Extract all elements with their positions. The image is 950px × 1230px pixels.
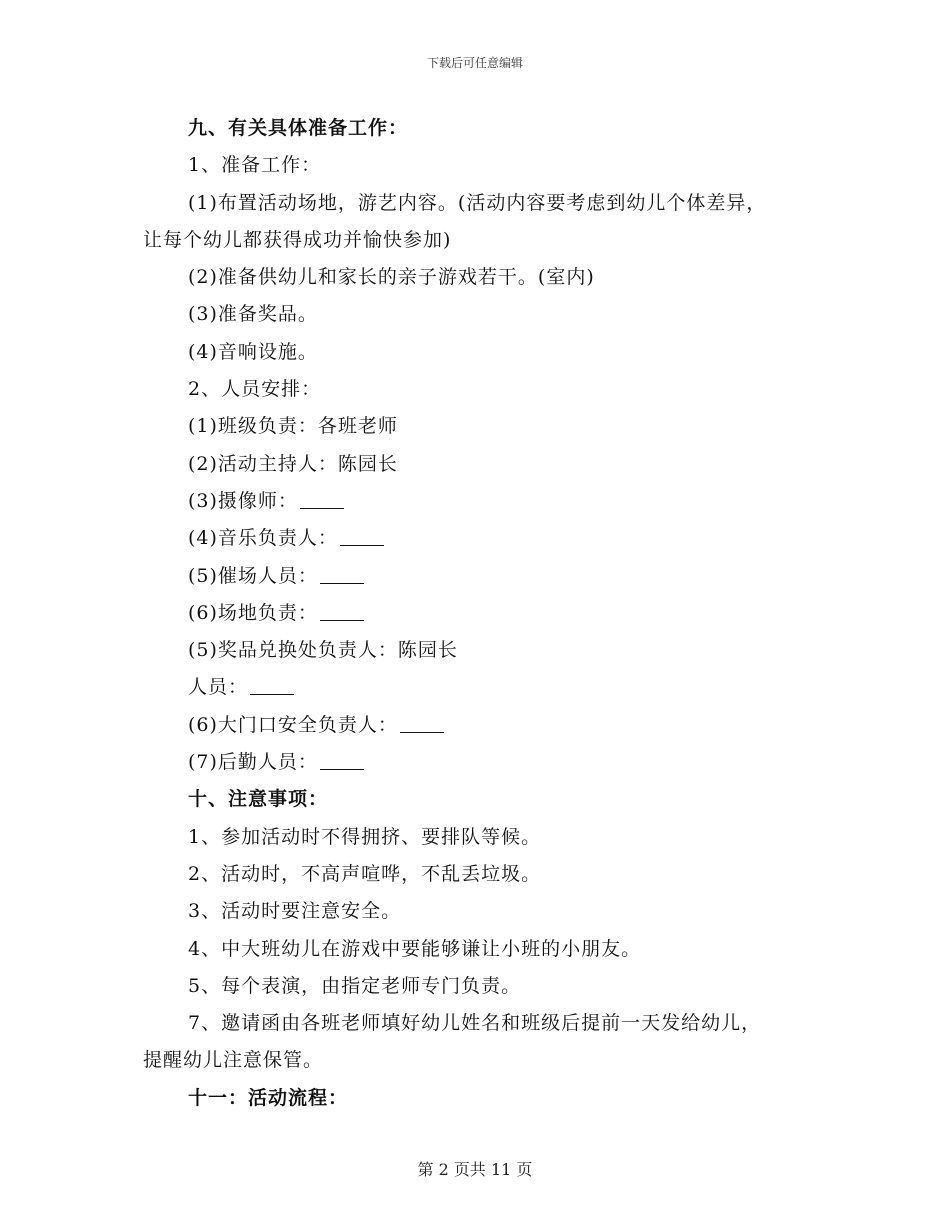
line-text: 人员： xyxy=(188,676,249,699)
line-text: (1)布置活动场地，游艺内容。(活动内容要考虑到幼儿个体差异， xyxy=(188,191,767,214)
line-text: 提醒幼儿注意保管。 xyxy=(143,1049,324,1072)
paragraph-line xyxy=(143,819,823,856)
paragraph-line xyxy=(143,334,823,371)
blank-underline xyxy=(250,676,294,695)
blank-underline xyxy=(400,714,444,733)
paragraph-line xyxy=(143,744,823,781)
line-text: (3)准备奖品。 xyxy=(188,303,318,326)
line-text: 十一：活动流程： xyxy=(188,1086,349,1109)
line-text: 7、邀请函由各班老师填好幼儿姓名和班级后提前一天发给幼儿， xyxy=(188,1012,762,1035)
paragraph-line xyxy=(143,707,823,744)
line-text: (1)班级负责：各班老师 xyxy=(188,415,398,438)
paragraph-line xyxy=(143,222,823,259)
paragraph-line xyxy=(143,483,823,520)
paragraph-line xyxy=(143,558,823,595)
line-text: 3、活动时要注意安全。 xyxy=(188,900,402,923)
line-text: 2、活动时，不高声喧哗，不乱丢垃圾。 xyxy=(188,862,542,885)
blank-underline xyxy=(300,490,344,509)
line-text: (6)场地负责： xyxy=(188,601,318,624)
paragraph-line xyxy=(143,1042,823,1079)
line-text: (2)准备供幼儿和家长的亲子游戏若干。(室内) xyxy=(188,266,595,289)
paragraph-line xyxy=(143,520,823,557)
paragraph-line xyxy=(143,446,823,483)
document-body xyxy=(143,110,823,1117)
line-text: (4)音响设施。 xyxy=(188,340,318,363)
blank-underline xyxy=(320,565,364,584)
paragraph-line xyxy=(143,968,823,1005)
paragraph-line xyxy=(143,371,823,408)
line-text: 2、人员安排： xyxy=(188,378,322,401)
section-heading xyxy=(143,110,823,147)
line-text: 1、准备工作： xyxy=(188,154,322,177)
line-text: (3)摄像师： xyxy=(188,489,298,512)
line-text: 让每个幼儿都获得成功并愉快参加) xyxy=(143,228,452,251)
paragraph-line xyxy=(143,669,823,706)
line-text: (5)催场人员： xyxy=(188,564,318,587)
paragraph-line xyxy=(143,595,823,632)
line-text: 九、有关具体准备工作： xyxy=(188,117,409,139)
paragraph-line xyxy=(143,893,823,930)
line-text: (6)大门口安全负责人： xyxy=(188,713,398,736)
paragraph-line xyxy=(143,296,823,333)
blank-underline xyxy=(340,527,384,546)
section-heading xyxy=(143,781,823,818)
line-text: (4)音乐负责人： xyxy=(188,527,338,550)
paragraph-line xyxy=(143,147,823,184)
line-text: 4、中大班幼儿在游戏中要能够谦让小班的小朋友。 xyxy=(188,937,642,960)
line-text: (2)活动主持人：陈园长 xyxy=(188,452,398,475)
line-text: (5)奖品兑换处负责人：陈园长 xyxy=(188,639,458,662)
paragraph-line xyxy=(143,1005,823,1042)
line-text: 十、注意事项： xyxy=(188,788,329,811)
line-text: 5、每个表演，由指定老师专门负责。 xyxy=(188,974,522,997)
paragraph-line xyxy=(143,632,823,669)
line-text: (7)后勤人员： xyxy=(188,751,318,774)
paragraph-line xyxy=(143,408,823,445)
page-header: 下载后可任意编辑 xyxy=(426,56,523,70)
page-footer: 第 2 页共 11 页 xyxy=(417,1160,533,1179)
blank-underline xyxy=(320,751,364,770)
section-heading xyxy=(143,1080,823,1117)
paragraph-line xyxy=(143,259,823,296)
blank-underline xyxy=(320,602,364,621)
paragraph-line xyxy=(143,856,823,893)
paragraph-line xyxy=(143,931,823,968)
paragraph-line xyxy=(143,185,823,222)
line-text: 1、参加活动时不得拥挤、要排队等候。 xyxy=(188,825,542,848)
